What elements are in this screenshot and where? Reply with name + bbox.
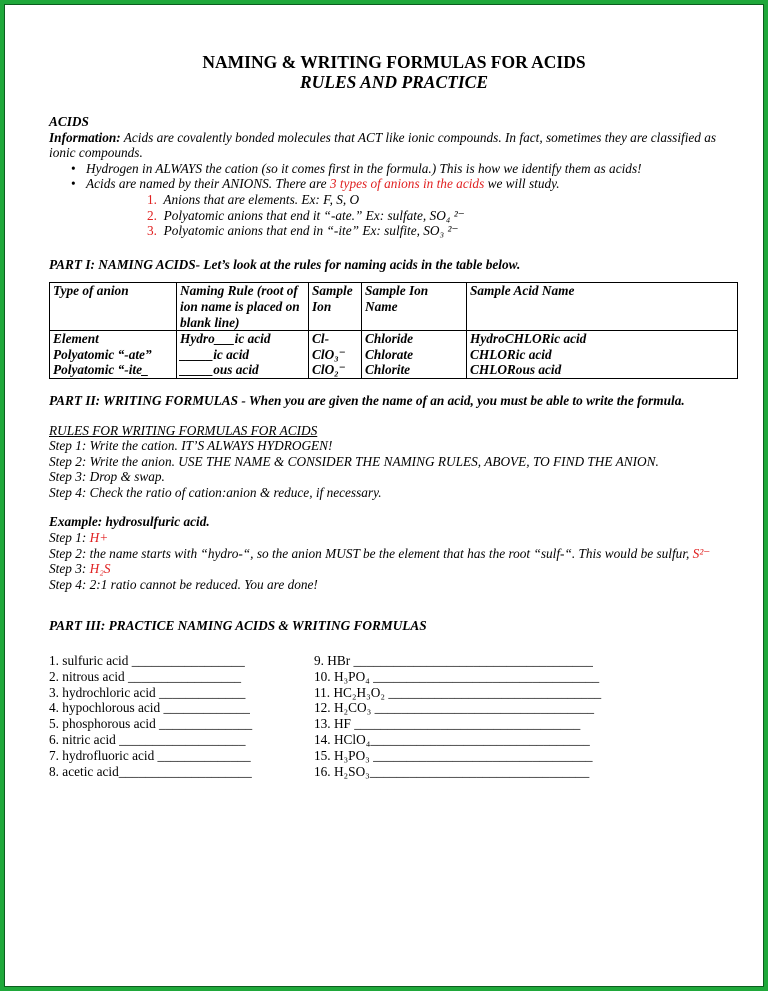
info-paragraph xyxy=(49,130,739,161)
practice-item[interactable]: 10. H₃PO₄ __________________________________ xyxy=(314,668,600,684)
bullet-anions-highlight: 3 types of anions in the acids xyxy=(329,176,485,192)
practice-item[interactable]: 16. H₂SO₃_________________________________ xyxy=(314,763,590,779)
part3-heading: PART III: PRACTICE NAMING ACIDS & WRITING FORMULAS xyxy=(49,618,427,634)
example-step1 xyxy=(49,530,739,546)
example-step4: Step 4: 2:1 ratio cannot be reduced. You are done! xyxy=(49,576,318,592)
acids-heading: ACIDS xyxy=(49,114,89,129)
table-cell xyxy=(50,283,177,331)
cell-text: _____ic acid xyxy=(180,346,250,362)
cell-text: Cl- xyxy=(312,331,329,347)
cell-text: Polyatomic “-ite_ xyxy=(53,362,149,378)
example-step-label: Step 1: xyxy=(49,530,90,546)
bullet-anions-text: Acids are named by their ANIONS. There are xyxy=(86,176,330,192)
anion-type-text: Anions that are elements. Ex: F, S, O xyxy=(163,191,360,207)
table-cell xyxy=(50,331,177,379)
cell-text: ClO₃⁻ xyxy=(312,346,346,362)
header-type: Type of anion xyxy=(53,283,129,299)
example-step-label: Step 3: xyxy=(49,561,90,577)
table-cell xyxy=(467,283,738,331)
example-answer: S²⁻ xyxy=(692,545,711,561)
anion-type-number: 2. xyxy=(147,207,157,223)
anion-types-list xyxy=(49,192,739,239)
example-answer: H₂S xyxy=(89,561,111,577)
example-answer: H+ xyxy=(89,530,109,546)
cell-text: Element xyxy=(53,331,99,347)
table-row xyxy=(50,331,738,379)
table-row xyxy=(50,283,738,331)
example-heading: Example: hydrosulfuric acid. xyxy=(49,514,210,530)
table-cell xyxy=(309,331,362,379)
example-step-text: Step 2: the name starts with “hydro-“, so the anion MUST be the element that has the root “sulf-“. This would be sulfur, xyxy=(49,545,693,561)
practice-item[interactable]: 8. acetic acid____________________ xyxy=(49,763,252,779)
anion-type-number: 1. xyxy=(147,191,157,207)
anion-type-text: Polyatomic anions that end in “-ite” Ex: sulfite, SO₃ ²⁻ xyxy=(163,223,459,239)
practice-item[interactable]: 2. nitrous acid _________________ xyxy=(49,668,242,684)
rule-step: Step 3: Drop & swap. xyxy=(49,469,165,485)
practice-section xyxy=(49,653,739,779)
practice-item[interactable]: 9. HBr ____________________________________ xyxy=(314,653,593,669)
bullet-hydrogen: • Hydrogen in ALWAYS the cation (so it comes first in the formula.) This is how we identify them as acids! xyxy=(86,161,739,177)
cell-text: HydroCHLORic acid xyxy=(470,331,587,347)
cell-text: Chlorite xyxy=(365,362,411,378)
example-step2 xyxy=(49,546,739,562)
info-bullets xyxy=(49,161,739,192)
cell-text: ClO₂⁻ xyxy=(312,362,346,378)
header-rule: Naming Rule (root of ion name is placed on blank line) xyxy=(180,283,300,330)
example-step3 xyxy=(49,561,739,577)
info-text: Acids are covalently bonded molecules that ACT like ionic compounds. In fact, sometimes they are classified as ionic compounds. xyxy=(49,129,717,161)
practice-names-column xyxy=(49,653,314,779)
practice-item[interactable]: 1. sulfuric acid _________________ xyxy=(49,653,245,669)
cell-text: CHLORic acid xyxy=(470,346,552,362)
anion-type-number: 3. xyxy=(147,223,157,239)
table-cell xyxy=(177,283,309,331)
info-label: Information: xyxy=(49,129,121,145)
cell-text: Polyatomic “-ate” xyxy=(53,346,152,362)
rule-step: Step 1: Write the cation. IT’S ALWAYS HYDROGEN! xyxy=(49,438,333,454)
practice-item[interactable]: 15. H₃PO₃ _________________________________ xyxy=(314,747,593,763)
practice-item[interactable]: 4. hypochlorous acid _____________ xyxy=(49,700,250,716)
table-cell xyxy=(362,331,467,379)
header-acid-name: Sample Acid Name xyxy=(470,283,575,299)
worksheet xyxy=(49,52,739,779)
cell-text: Hydro___ic acid xyxy=(180,331,271,347)
table-cell xyxy=(362,283,467,331)
anion-type-item xyxy=(147,192,739,208)
cell-text: Chlorate xyxy=(365,346,414,362)
header-sample-ion: Sample Ion xyxy=(312,283,353,314)
practice-item[interactable]: 12. H₂CO₃ _________________________________ xyxy=(314,700,595,716)
practice-item[interactable]: 11. HC₂H₃O₂ ________________________________ xyxy=(314,684,602,700)
page-subtitle: RULES AND PRACTICE xyxy=(299,72,488,92)
practice-item[interactable]: 13. HF __________________________________ xyxy=(314,716,581,732)
anion-type-text: Polyatomic anions that end it “-ate.” Ex: sulfate, SO₄ ²⁻ xyxy=(163,207,465,223)
part2-heading: PART II: WRITING FORMULAS - When you are given the name of an acid, you must be able to write the formula. xyxy=(49,392,685,408)
page-title: NAMING & WRITING FORMULAS FOR ACIDS xyxy=(202,52,586,72)
naming-rules-table xyxy=(49,282,738,379)
cell-text: Chloride xyxy=(365,331,414,347)
bullet-anions-end: we will study. xyxy=(484,176,560,192)
table-cell xyxy=(309,283,362,331)
rule-step: Step 4: Check the ratio of cation:anion & reduce, if necessary. xyxy=(49,484,382,500)
practice-item[interactable]: 6. nitric acid ___________________ xyxy=(49,732,246,748)
practice-item[interactable]: 3. hydrochloric acid _____________ xyxy=(49,684,246,700)
table-cell xyxy=(177,331,309,379)
rule-step: Step 2: Write the anion. USE THE NAME & CONSIDER THE NAMING RULES, ABOVE, TO FIND THE ANION. xyxy=(49,453,659,469)
bullet-anions xyxy=(86,176,739,192)
rules-heading: RULES FOR WRITING FORMULAS FOR ACIDS xyxy=(49,422,318,438)
practice-item[interactable]: 5. phosphorous acid ______________ xyxy=(49,716,253,732)
anion-type-item xyxy=(147,223,739,239)
practice-item[interactable]: 7. hydrofluoric acid ______________ xyxy=(49,747,251,763)
header-ion-name: Sample Ion Name xyxy=(365,283,429,314)
part1-heading: PART I: NAMING ACIDS- Let’s look at the rules for naming acids in the table below. xyxy=(49,256,521,272)
cell-text: _____ous acid xyxy=(180,362,259,378)
cell-text: CHLORous acid xyxy=(470,362,562,378)
table-cell xyxy=(467,331,738,379)
practice-item[interactable]: 14. HClO₄_________________________________ xyxy=(314,732,590,748)
practice-formulas-column xyxy=(314,653,644,779)
anion-type-item xyxy=(147,208,739,224)
